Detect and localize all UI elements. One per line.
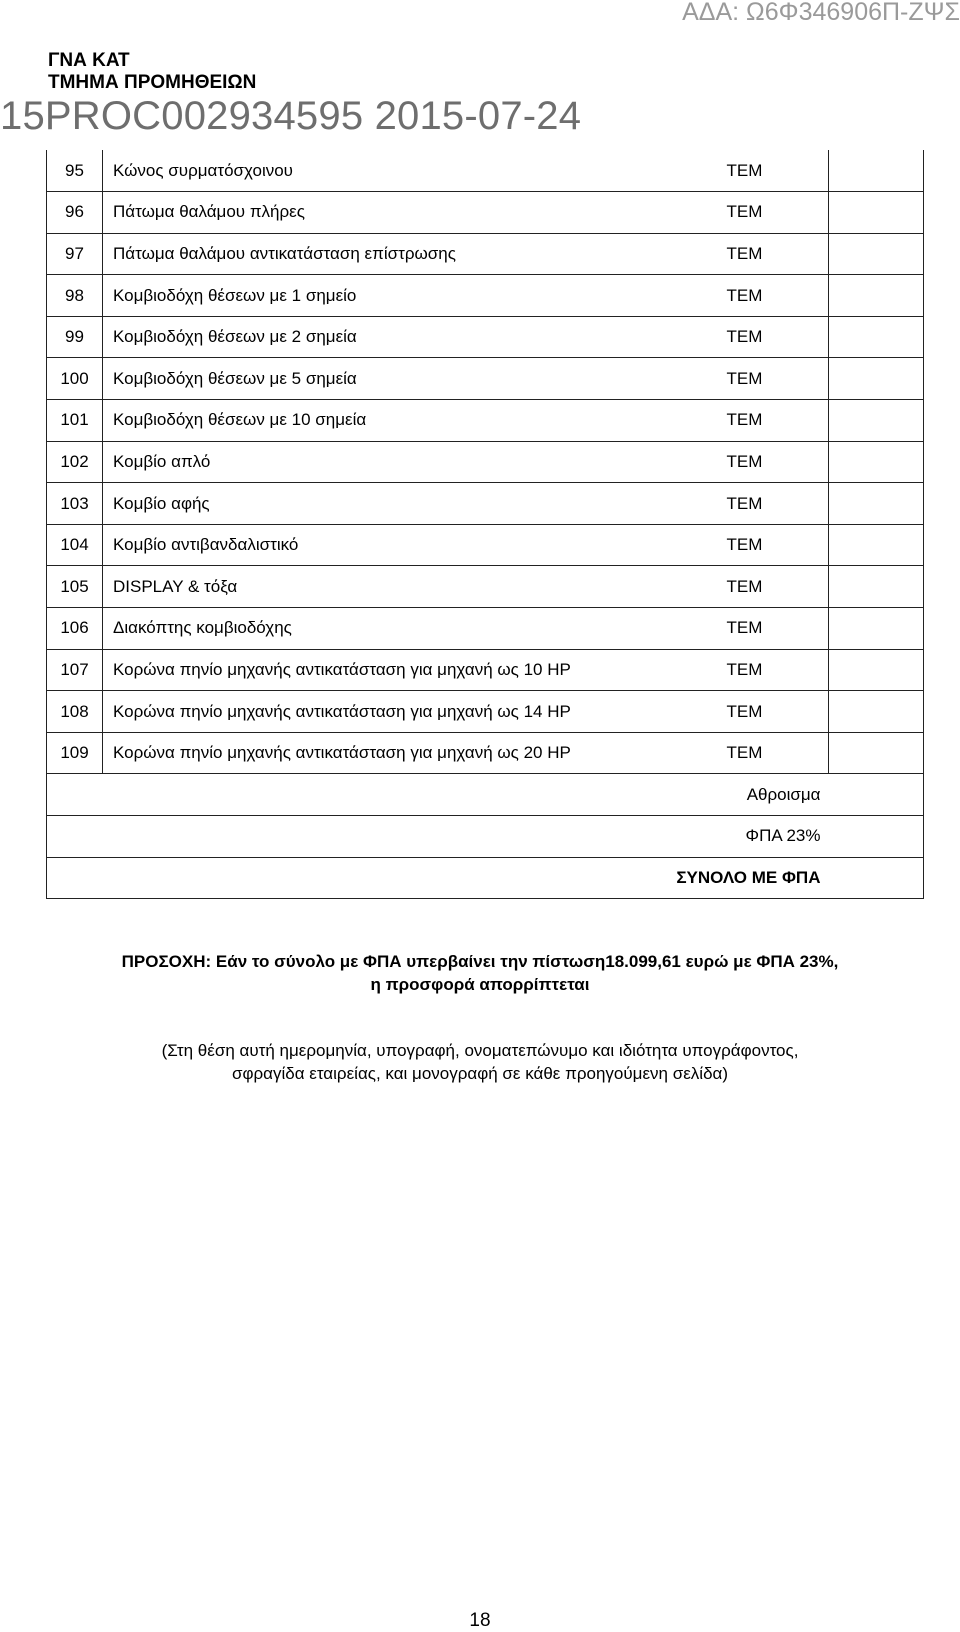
item-description: Κορώνα πηνίο μηχανής αντικατάσταση για μηχανή ως 14 HP [103, 691, 697, 733]
table-row [47, 400, 924, 442]
organization-name: ΓΝΑ ΚΑΤ [48, 50, 130, 71]
item-description: Κομβίο απλό [103, 441, 697, 483]
item-price-cell [829, 358, 924, 400]
item-price-cell [829, 400, 924, 442]
total-value-cell [829, 857, 924, 899]
summary-row-total [47, 857, 924, 899]
item-number: 103 [47, 483, 103, 525]
item-description: Κώνος συρματόσχοινου [103, 150, 697, 192]
item-number: 101 [47, 400, 103, 442]
item-unit: ΤΕΜ [697, 441, 829, 483]
item-price-cell [829, 150, 924, 192]
item-price-cell [829, 649, 924, 691]
procurement-id: 15PROC002934595 2015-07-24 [0, 94, 582, 138]
item-number: 104 [47, 524, 103, 566]
table-row [47, 524, 924, 566]
table-row [47, 483, 924, 525]
item-unit: ΤΕΜ [697, 732, 829, 774]
item-unit: ΤΕΜ [697, 358, 829, 400]
item-price-cell [829, 233, 924, 275]
table-row [47, 608, 924, 650]
table-row [47, 192, 924, 234]
warning-line-2: η προσφορά απορρίπτεται [370, 975, 590, 994]
table-row [47, 316, 924, 358]
table-row [47, 649, 924, 691]
item-price-cell [829, 524, 924, 566]
item-unit: ΤΕΜ [697, 524, 829, 566]
item-number: 105 [47, 566, 103, 608]
table-row [47, 691, 924, 733]
total-label: ΣΥΝΟΛΟ ΜΕ ΦΠΑ [47, 857, 829, 899]
summary-row-sum [47, 774, 924, 816]
item-description: Πάτωμα θαλάμου αντικατάσταση επίστρωσης [103, 233, 697, 275]
department-name: ΤΜΗΜΑ ΠΡΟΜΗΘΕΙΩΝ [48, 72, 257, 93]
item-number: 108 [47, 691, 103, 733]
item-number: 98 [47, 275, 103, 317]
item-number: 96 [47, 192, 103, 234]
item-unit: ΤΕΜ [697, 483, 829, 525]
item-price-cell [829, 483, 924, 525]
item-description: Κομβιοδόχη θέσεων με 10 σημεία [103, 400, 697, 442]
table-row [47, 732, 924, 774]
item-number: 97 [47, 233, 103, 275]
item-number: 100 [47, 358, 103, 400]
signature-note-line-2: σφραγίδα εταιρείας, και μονογραφή σε κάθε προηγούμενη σελίδα) [231, 1064, 729, 1083]
item-description: Διακόπτης κομβιοδόχης [103, 608, 697, 650]
ada-code: ΑΔΑ: Ω6Φ346906Π-ΖΨΣ [682, 0, 960, 26]
item-number: 99 [47, 316, 103, 358]
item-price-cell [829, 732, 924, 774]
item-number: 95 [47, 150, 103, 192]
item-unit: ΤΕΜ [697, 316, 829, 358]
item-number: 109 [47, 732, 103, 774]
item-description: Κομβιοδόχη θέσεων με 2 σημεία [103, 316, 697, 358]
signature-note [0, 1039, 960, 1085]
page-number: 18 [469, 1610, 491, 1631]
item-number: 102 [47, 441, 103, 483]
item-description: Κορώνα πηνίο μηχανής αντικατάσταση για μηχανή ως 10 HP [103, 649, 697, 691]
item-unit: ΤΕΜ [697, 150, 829, 192]
item-unit: ΤΕΜ [697, 275, 829, 317]
table-row [47, 150, 924, 192]
item-description: DISPLAY & τόξα [103, 566, 697, 608]
table-row [47, 566, 924, 608]
vat-label: ΦΠΑ 23% [47, 816, 829, 858]
item-price-cell [829, 275, 924, 317]
item-description: Κομβίο αντιβανδαλιστικό [103, 524, 697, 566]
item-unit: ΤΕΜ [697, 649, 829, 691]
item-unit: ΤΕΜ [697, 400, 829, 442]
item-description: Κορώνα πηνίο μηχανής αντικατάσταση για μηχανή ως 20 HP [103, 732, 697, 774]
item-price-cell [829, 608, 924, 650]
item-description: Κομβιοδόχη θέσεων με 1 σημείο [103, 275, 697, 317]
items-table [46, 150, 924, 899]
item-price-cell [829, 441, 924, 483]
sum-value-cell [829, 774, 924, 816]
summary-row-vat [47, 816, 924, 858]
item-price-cell [829, 691, 924, 733]
item-unit: ΤΕΜ [697, 192, 829, 234]
signature-note-line-1: (Στη θέση αυτή ημερομηνία, υπογραφή, ονοματεπώνυμο και ιδιότητα υπογράφοντος, [161, 1041, 799, 1060]
warning-notice [0, 950, 960, 996]
item-description: Κομβιοδόχη θέσεων με 5 σημεία [103, 358, 697, 400]
table-row [47, 441, 924, 483]
item-number: 107 [47, 649, 103, 691]
item-price-cell [829, 192, 924, 234]
item-price-cell [829, 316, 924, 358]
warning-line-1: ΠΡΟΣΟΧΗ: Εάν το σύνολο με ΦΠΑ υπερβαίνει την πίστωση18.099,61 ευρώ με ΦΠΑ 23%, [121, 952, 839, 971]
item-unit: ΤΕΜ [697, 608, 829, 650]
vat-value-cell [829, 816, 924, 858]
item-unit: ΤΕΜ [697, 566, 829, 608]
item-unit: ΤΕΜ [697, 691, 829, 733]
item-description: Πάτωμα θαλάμου πλήρες [103, 192, 697, 234]
item-description: Κομβίο αφής [103, 483, 697, 525]
table-row [47, 358, 924, 400]
item-unit: ΤΕΜ [697, 233, 829, 275]
items-table-body [47, 150, 924, 899]
item-price-cell [829, 566, 924, 608]
table-row [47, 275, 924, 317]
table-row [47, 233, 924, 275]
sum-label: Αθροισμα [47, 774, 829, 816]
item-number: 106 [47, 608, 103, 650]
